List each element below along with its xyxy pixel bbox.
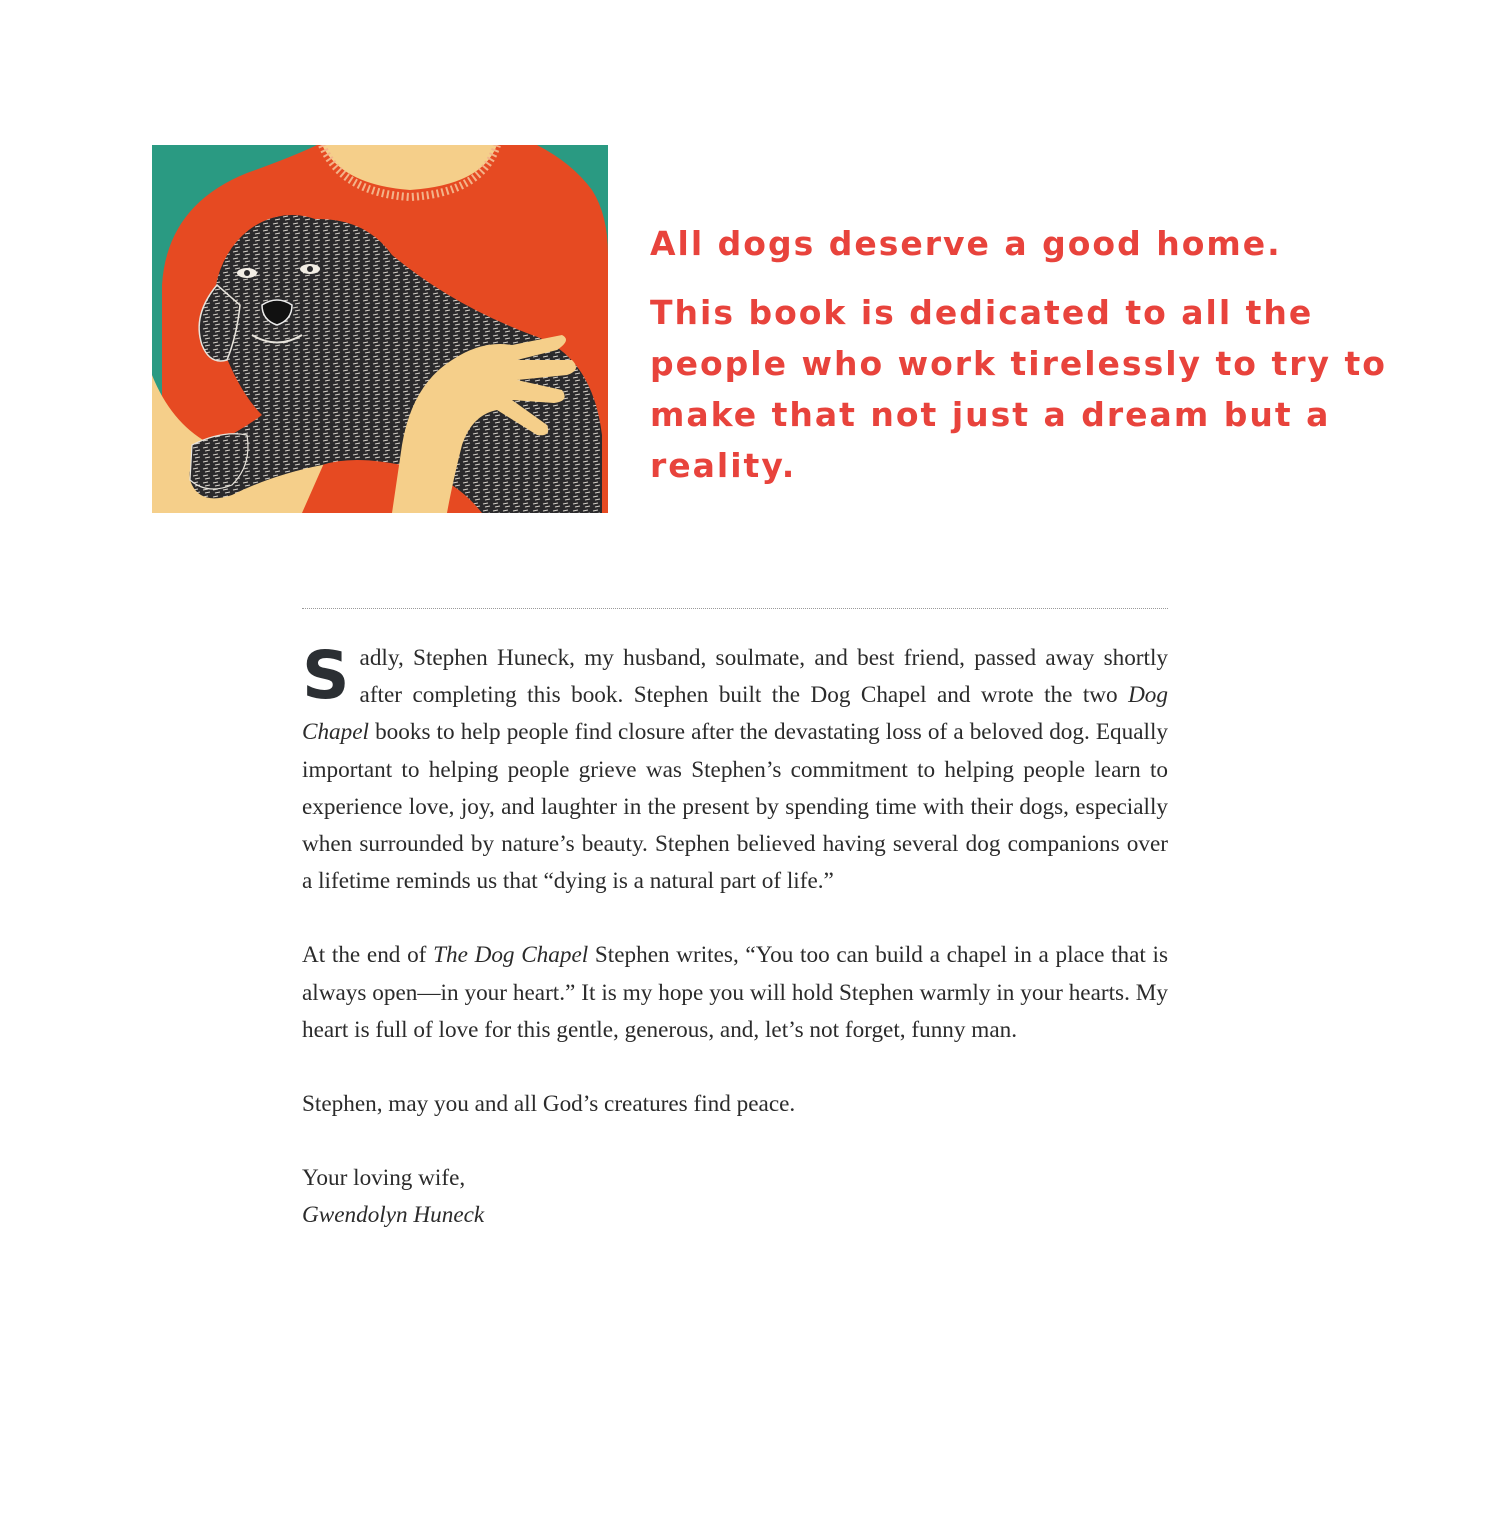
- dog-in-lap-icon: [152, 145, 608, 513]
- signature-name: Gwendolyn Huneck: [302, 1202, 485, 1229]
- dog-illustration: [152, 145, 608, 513]
- drop-cap: S: [302, 637, 350, 714]
- letter-paragraph-1: [302, 637, 1168, 900]
- p2-text-1: At the end of: [302, 942, 434, 969]
- dedication-line-1: All dogs deserve a good home.: [650, 224, 1282, 263]
- section-divider: [302, 608, 1168, 609]
- p2-text-2: Stephen writes, “You too can build a chapel in a place that is always open—in your heart.” It is my hope you will hold Stephen warmly in your hearts. My heart is full of love for this gentle, generous, and, let’s not forget, funny man.: [302, 942, 1169, 1043]
- p2-book-title: The Dog Chapel: [433, 942, 589, 969]
- closing: Your loving wife,: [302, 1165, 466, 1192]
- letter-paragraph-3: Stephen, may you and all God’s creatures find peace.: [302, 1091, 796, 1118]
- dedication-line-2: This book is dedicated to all the people who work tirelessly to try to make that not just a dream but a reality.: [650, 293, 1387, 485]
- p1-text-1: adly, Stephen Huneck, my husband, soulmate, and best friend, passed away shortly after completing this book. Stephen built the Dog Chapel and wrote the two: [359, 645, 1168, 709]
- p1-book-title: Dog Chapel: [302, 682, 1168, 746]
- letter-paragraph-2: [302, 937, 1168, 1049]
- signature: [302, 1197, 1168, 1234]
- dedication: [650, 218, 1410, 491]
- letter-body: [302, 637, 1169, 1235]
- p1-text-2: books to help people find closure after the devastating loss of a beloved dog. Equally important to helping people grieve was Stephen’s commitment to helping people learn to experience love, joy, and laughter in the present by spending time with their dogs, especially when surrounded by nature’s beauty. Stephen believed having several dog companions over a lifetime reminds us that “dying is a natural part of life.”: [302, 719, 1168, 895]
